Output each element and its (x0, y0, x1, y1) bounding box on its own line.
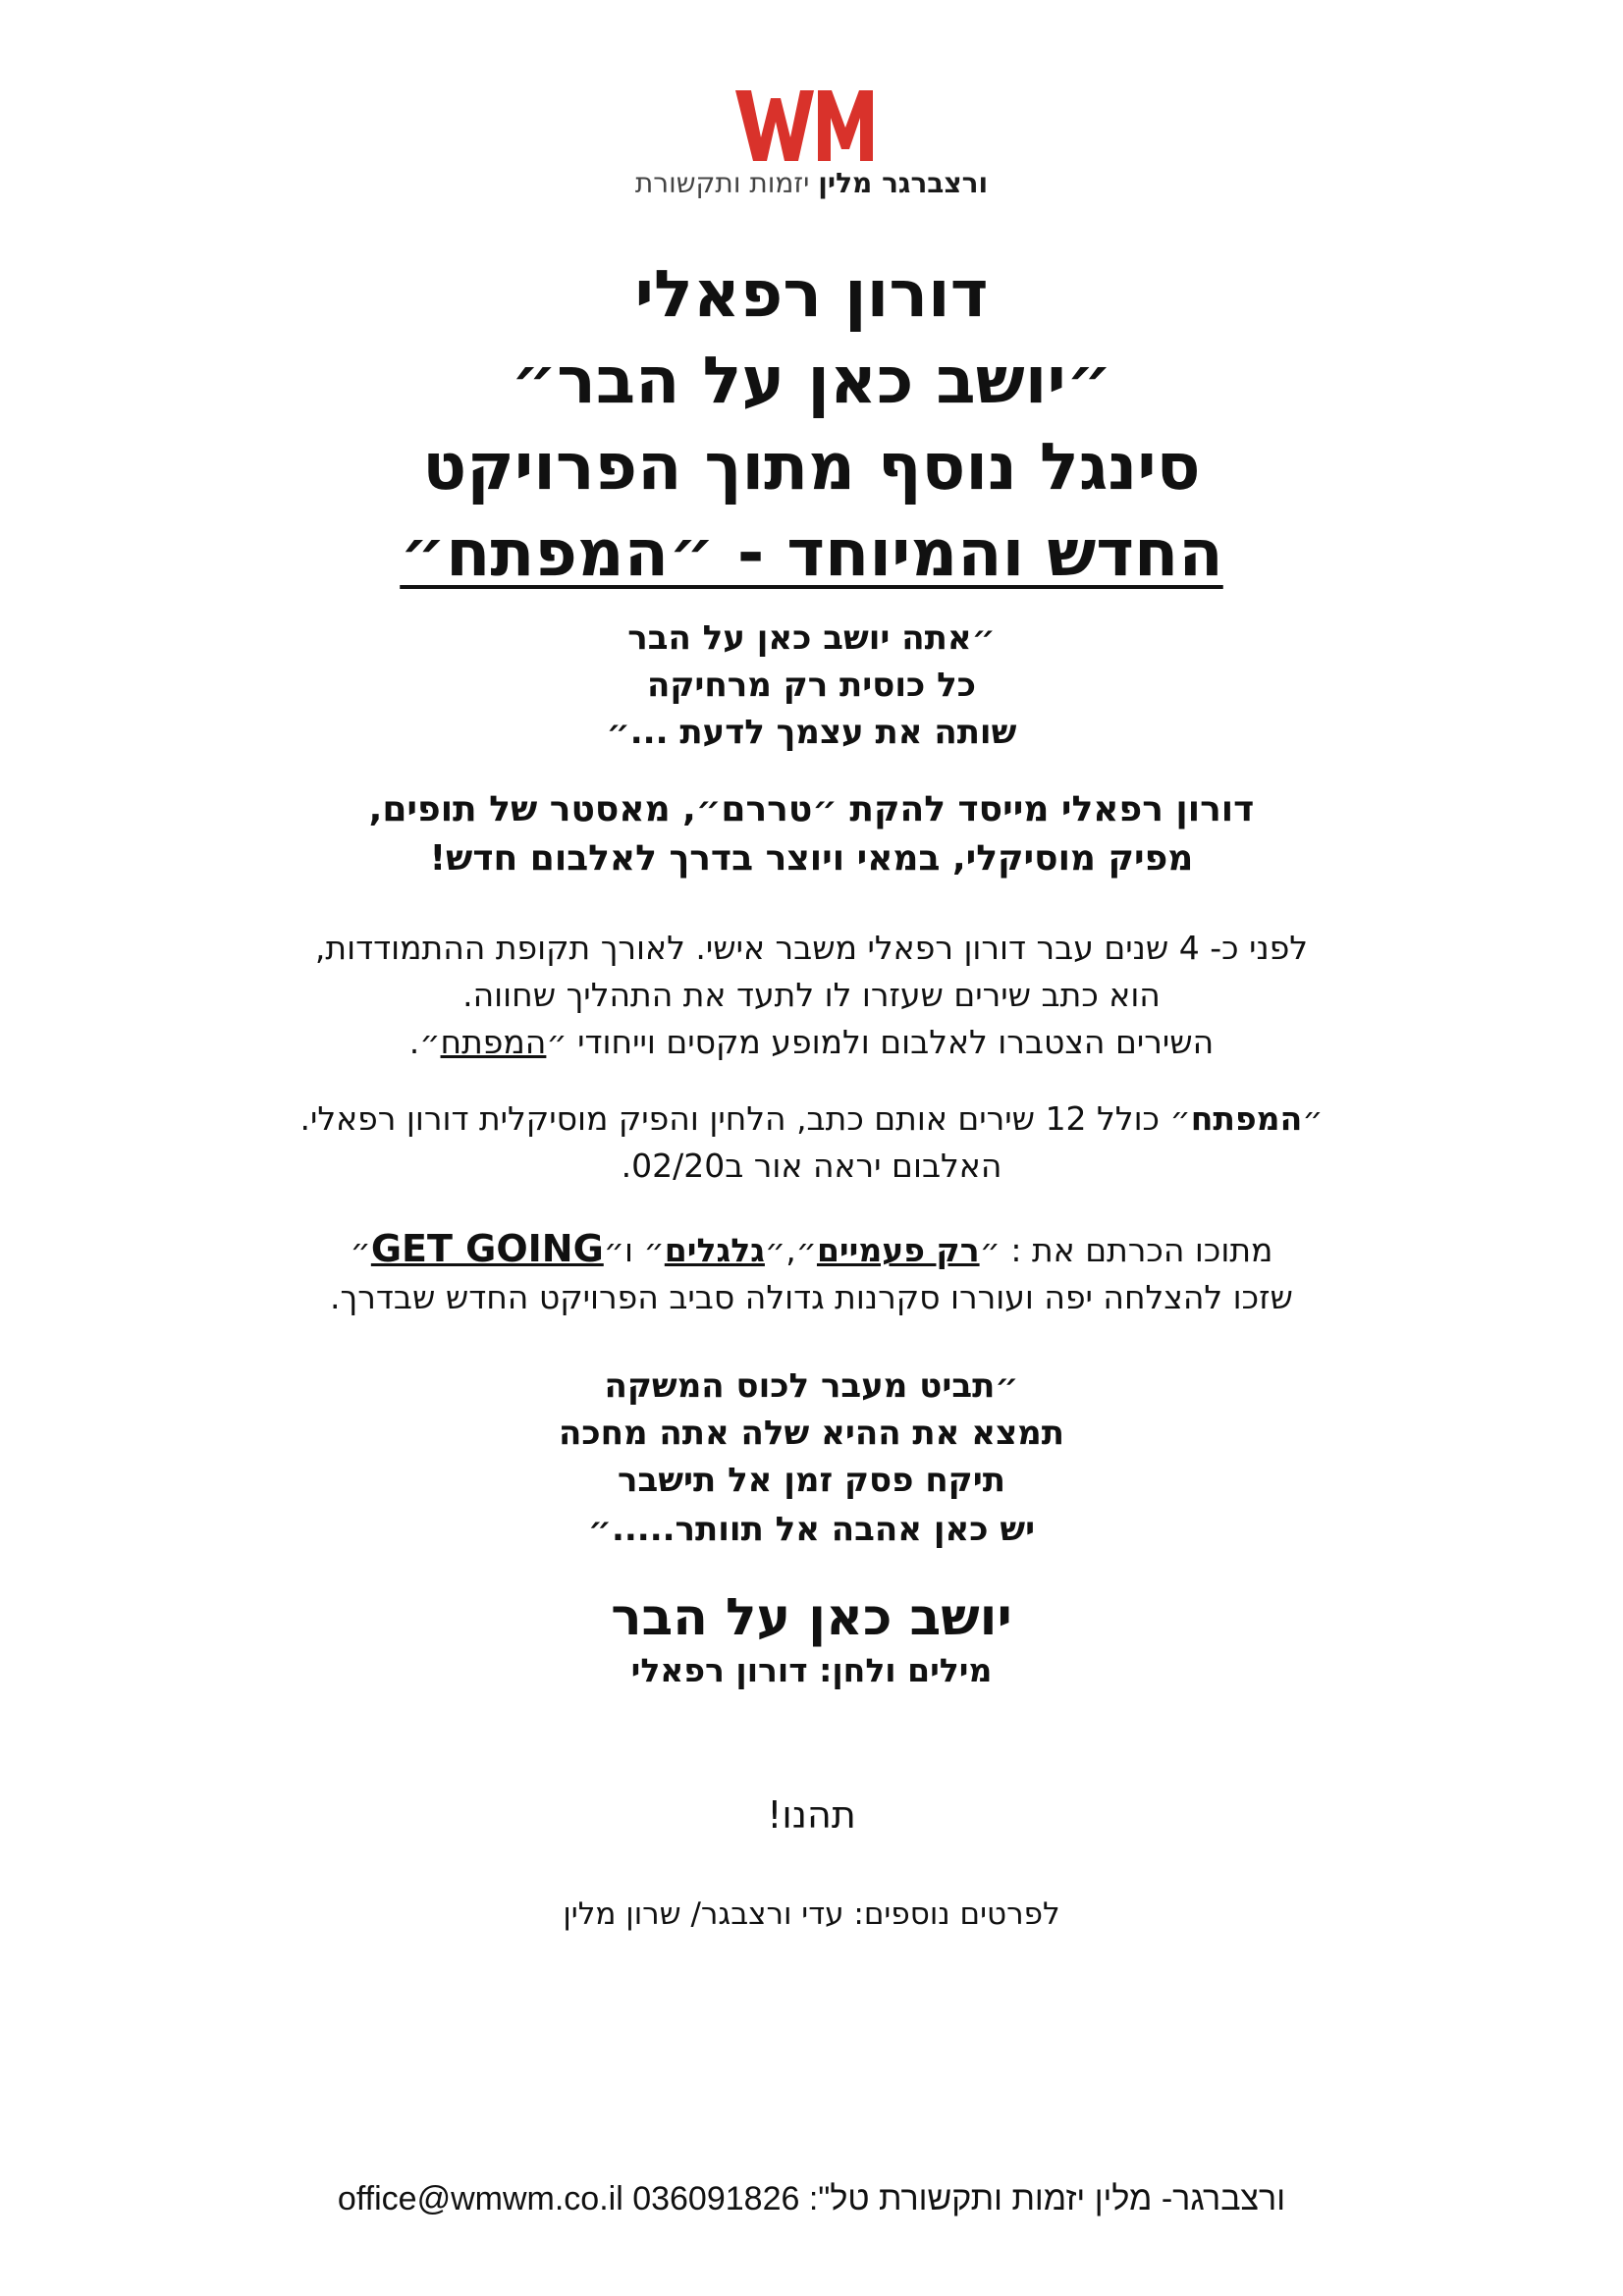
album-line-1-end: ״ כולל 12 שירים אותם כתב, הלחין והפיק מוסיקלית דורון רפאלי. (299, 1099, 1191, 1138)
footer (59, 2177, 1564, 2220)
album-name-bold: המפתח (1190, 1099, 1303, 1138)
song-get-going: GET GOING (370, 1227, 604, 1270)
album-line-2: האלבום יראה אור ב02/20. (621, 1147, 1002, 1185)
lyrics-line-1: ״תביט מעבר לכוס המשקה (604, 1366, 1019, 1406)
contact-line (59, 1893, 1564, 1936)
singles-separator-1: ״,״ (764, 1231, 817, 1269)
song-galgalim: גלגלים (664, 1231, 765, 1269)
footer-email[interactable]: office@wmwm.co.il (337, 2180, 623, 2217)
album-line-1 (59, 1095, 1564, 1143)
singles-paragraph (59, 1225, 1564, 1321)
singles-intro: מתוכו הכרתם את : ״ (979, 1231, 1273, 1269)
background-line-3 (59, 1019, 1564, 1066)
lyrics-line-4: יש כאן אהבה אל תוותר.....״ (587, 1510, 1036, 1549)
opening-quote (59, 614, 1564, 756)
company-logo (0, 90, 1623, 199)
headline-line-2: ״יושב כאן על הבר״ (511, 343, 1112, 418)
logo-tagline (0, 167, 1623, 200)
footer-line (59, 2177, 1564, 2220)
enjoy-line (59, 1790, 1564, 1840)
background-line-1: לפני כ- 4 שנים עבר דורון רפאלי משבר אישי. לאורך תקופת ההתמודדות, (314, 929, 1309, 967)
singles-end-quote: ״ (350, 1231, 371, 1269)
enjoy-text: תהנו! (767, 1793, 856, 1837)
lead-paragraph (59, 785, 1564, 883)
wm-logo-icon (735, 90, 889, 161)
contact-text: לפרטים נוספים: עדי ורצבגר/ שרון מלין (563, 1896, 1060, 1932)
lyrics-quote (59, 1362, 1564, 1553)
headline-line-3: סינגל נוסף מתוך הפרויקט (422, 429, 1201, 505)
logo-tagline-rest: יזמות ותקשורת (634, 167, 810, 199)
singles-separator-2: ״ ו״ (603, 1231, 665, 1269)
footer-label: ורצברגר- מלין יזמות ותקשורת טל": 036091826 (632, 2180, 1286, 2217)
opening-quote-line-1: ״אתה יושב כאן על הבר (627, 618, 996, 658)
background-line-3-start: השירים הצטברו לאלבום ולמופע מקסים וייחודי ״ (546, 1023, 1215, 1061)
singles-line-1 (59, 1225, 1564, 1274)
lead-line-1: דורון רפאלי מייסד להקת ״טררם״, מאסטר של תופים, (368, 789, 1255, 829)
song-credit: מילים ולחן: דורון רפאלי (630, 1651, 993, 1689)
background-line-3-end: ״. (408, 1023, 441, 1061)
logo-tagline-bold: ורצברגר מלין (818, 167, 989, 199)
headline-line-1: דורון רפאלי (634, 256, 989, 332)
album-line-1-start: ״ (1302, 1099, 1324, 1138)
lyrics-line-2: תמצא את ההיא שלה אתה מחכה (558, 1414, 1065, 1453)
album-paragraph (59, 1095, 1564, 1190)
background-line-2: הוא כתב שירים שעזרו לו לתעד את התהליך שחווה. (462, 976, 1161, 1014)
background-paragraph (59, 925, 1564, 1066)
headline (59, 251, 1564, 597)
lyrics-line-3: תיקח פסק זמן אל תישבר (618, 1461, 1005, 1500)
lead-line-2: מפיק מוסיקלי, במאי ויוצר בדרך לאלבום חדש! (429, 838, 1194, 879)
album-name-link: המפתח (440, 1023, 547, 1061)
song-raq-paamayim: רק פעמיים (816, 1231, 980, 1269)
opening-quote-line-3: שותה את עצמך לדעת ...״ (606, 713, 1017, 752)
song-info (59, 1586, 1564, 1692)
opening-quote-line-2: כל כוסית רק מרחיקה (647, 666, 976, 705)
song-title: יושב כאן על הבר (611, 1588, 1012, 1647)
singles-line-2: שזכו להצלחה יפה ועוררו סקרנות גדולה סביב הפרויקט החדש שבדרך. (330, 1278, 1293, 1316)
headline-line-4: החדש והמיוחד - ״המפתח״ (400, 515, 1223, 591)
